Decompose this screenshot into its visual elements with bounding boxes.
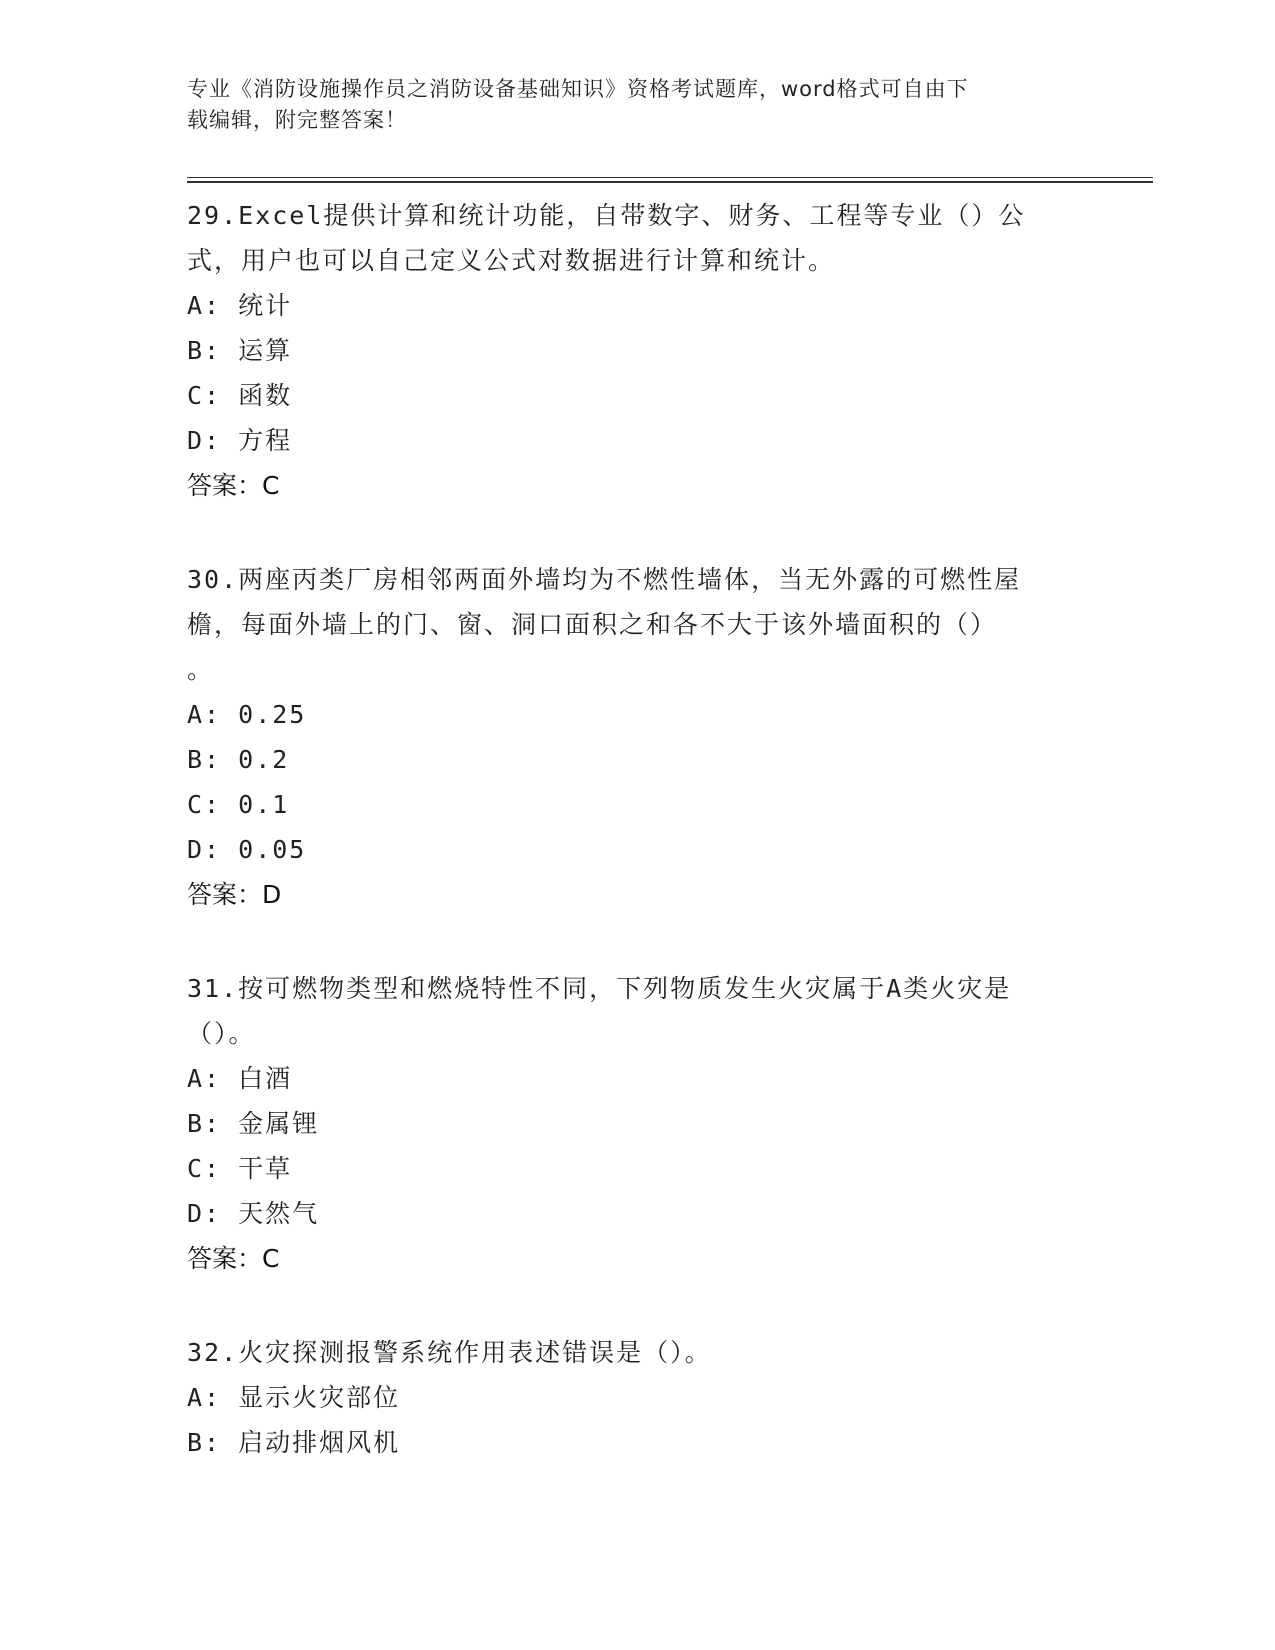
option-b: B: 0.2 [187,745,290,774]
question-30 [187,557,1087,918]
option-d: D: 方程 [187,426,293,455]
answer-label: 答案：D [187,880,282,909]
option-a: A: 显示火灾部位 [187,1383,401,1412]
option-d: D: 0.05 [187,835,307,864]
header-line-1: 专业《消防设施操作员之消防设备基础知识》资格考试题库，word格式可自由下 [187,77,969,101]
answer-label: 答案：C [187,471,280,500]
header-divider-thick [187,181,1153,183]
option-b: B: 金属锂 [187,1109,320,1138]
question-31 [187,966,1087,1282]
header-line-2: 载编辑，附完整答案！ [187,108,407,132]
question-stem-line: 30.两座丙类厂房相邻两面外墙均为不燃性墙体，当无外露的可燃性屋 [187,565,1022,594]
question-stem-line: 32.火灾探测报警系统作用表述错误是（）。 [187,1338,712,1367]
option-b: B: 启动排烟风机 [187,1428,401,1457]
option-a: A: 白酒 [187,1064,293,1093]
question-stem-line: 式，用户也可以自己定义公式对数据进行计算和统计。 [187,246,836,275]
option-c: C: 函数 [187,381,293,410]
question-32 [187,1330,1087,1465]
question-stem-line: 。 [187,655,215,684]
question-29 [187,193,1087,509]
document-header [187,74,1067,136]
option-c: C: 干草 [187,1154,293,1183]
option-a: A: 统计 [187,291,293,320]
question-stem-line: 29.Excel提供计算和统计功能，自带数字、财务、工程等专业（）公 [187,201,1026,230]
option-d: D: 天然气 [187,1199,320,1228]
header-divider-thin [187,177,1153,178]
option-c: C: 0.1 [187,790,290,819]
option-a: A: 0.25 [187,700,307,729]
question-stem-line: 檐，每面外墙上的门、窗、洞口面积之和各不大于该外墙面积的（） [187,610,998,639]
question-stem-line: （）。 [187,1019,256,1048]
question-list [187,193,1087,1513]
option-b: B: 运算 [187,336,293,365]
question-stem-line: 31.按可燃物类型和燃烧特性不同，下列物质发生火灾属于A类火灾是 [187,974,1012,1003]
answer-label: 答案：C [187,1244,280,1273]
